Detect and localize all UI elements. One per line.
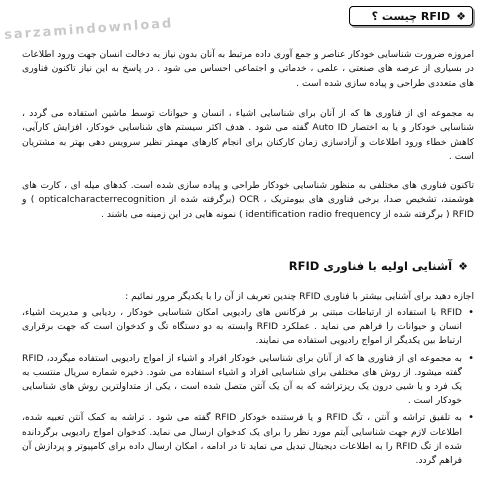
page-title: RFID چیست ؟ (371, 9, 451, 23)
paragraph-3: تاکنون فناوری های مختلفی به منظور شناسایی خودکار طراحی و پیاده سازی شده است. کدهای میله ای ، کارت های هوشمند، تشخیص صدا، برخی فناوری های بیومتریک ، OCR (برگرفته شده از opticalcharacterrecognition ) و RFID ( برگرفته شده از identification radio frequency ) نمونه هایی در این زمینه می باشند . (22, 180, 475, 220)
section-heading (289, 259, 468, 273)
list-item: • به تلفیق تراشه و آنتن ، تگ RFID و یا فرستنده خودکار RFID گفته می شود . تراشه به کمک آنتن تعبیه شده، اطلاعات لازم جهت شناسایی آیتم مورد نظر را برای یک کدخوان ارسال می نماید. کدخوان امواج رادیویی برگردانده شده از تگ RFID را به اطلاعات دیجیتال تبدیل می نماید تا در ادامه ، امکان ارسال داده برای کامپیوتر و پردازش آن فراهم گردد. (22, 411, 474, 468)
section-title: آشنایی اولیه با فناوری RFID (288, 259, 453, 273)
intro-paragraph: اجازه دهید برای آشنایی بیشتر با فناوری RFID چندین تعریف از آن را با یکدیگر مرور نمائیم : (125, 291, 474, 303)
definition-list (22, 306, 474, 471)
paragraph-2: به مجموعه ای از فناوری ها که از آنان برای شناسایی اشیاء ، انسان و حیوانات توسط ماشین استفاده می گردد ، شناسایی خودکار و یا به اختصار Auto ID گفته می شود . هدف اکثر سیستم های شناسایی خودکار، افزایش کارآیی، کاهش خطاء ورود اطلاعات و آزادسازی زمان کارکنان برای انجام کارهای مهمتر نظیر سرویس دهی بهتر به مشتریان است . (22, 108, 474, 162)
diamond-bullet-icon: ❖ (458, 259, 468, 273)
title-box (349, 6, 473, 26)
paragraph-1: امروزه ضرورت شناسایی خودکار عناصر و جمع آوری داده مرتبط به آنان بدون نیاز به دخالت انسان جهت ورود اطلاعات در بسیاری از عرصه های صنعتی ، علمی ، خدماتی و اجتماعی احساس می شود . در پاسخ به این نیاز تاکنون فناوری های متعددی طراحی و پیاده سازی شده است . (22, 49, 474, 89)
list-item: • به مجموعه ای از فناوری ها که از آنان برای شناسایی خودکار افراد و اشیاء از امواج رادیویی استفاده میگردد، RFID گفته میشود. از روش های مختلفی برای شناسایی افراد و اشیاء استفاده می شود. ذخیره شماره سریال منتسب به یک فرد و یا شیی درون یک ریزتراشه که به آن یک آنتن متصل شده است ، یکی از متداولترین روش های شناسایی خودکار است . (22, 352, 474, 409)
diamond-bullet-icon: ❖ (456, 9, 466, 23)
list-item: • RFID با استفاده از ارتباطات مبتنی بر فرکانس های رادیویی امکان شناسایی خودکار ، ردیابی و مدیریت اشیاء، انسان و حیوانات را فراهم می نماید . عملکرد RFID وابسته به دو دستگاه تگ و کدخوان است که جهت برقراری ارتباط بین یکدیگر از امواج رادیویی استفاده می نمایند. (22, 306, 474, 349)
watermark-text: sarzamindownload (3, 16, 174, 43)
